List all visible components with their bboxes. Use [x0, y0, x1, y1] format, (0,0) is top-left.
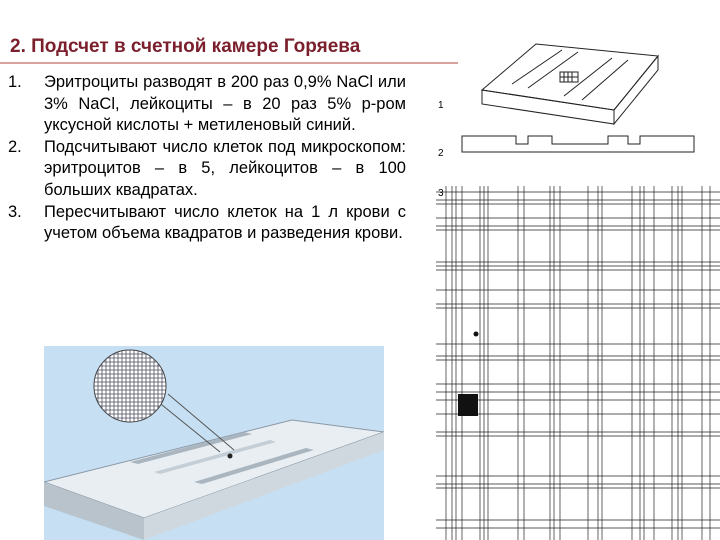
grid-spot: [228, 454, 233, 459]
chamber-diagram: [432, 14, 720, 540]
figure-label-3: 3: [438, 188, 444, 199]
list-item: [8, 202, 406, 245]
chamber-perspective: [482, 44, 658, 124]
slide-title: 2. Подсчет в счетной камере Горяева: [10, 36, 361, 57]
counting-chamber-photo: [44, 346, 384, 540]
list-item: [8, 72, 406, 137]
steps-list: [8, 72, 406, 245]
step-number: 1.: [8, 73, 22, 91]
title-divider: [0, 62, 458, 64]
step-number: 3.: [8, 202, 22, 221]
step-number: 2.: [8, 137, 22, 156]
step-text: Подсчитывают число клеток под микроскопом: эритроцитов – в 5, лейкоцитов – в 100 больших квадратах.: [44, 137, 406, 199]
highlighted-small-squares: [458, 394, 478, 416]
grid-cell-dot: [474, 332, 479, 337]
list-item: [8, 137, 406, 202]
figure-label-2: 2: [438, 148, 444, 159]
step-text: Пересчитывают число клеток на 1 л крови с учетом объема квадратов и разведения крови.: [44, 202, 406, 243]
figure-label-1: 1: [438, 100, 444, 111]
step-text: Эритроциты разводят в 200 раз 0,9% NaCl или 3% NaCl, лейкоциты – в 20 раз 5% р-ром уксусной кислоты + метиленовый синий.: [44, 73, 406, 135]
counting-grid: [436, 186, 720, 540]
chamber-cross-section: [462, 136, 694, 152]
